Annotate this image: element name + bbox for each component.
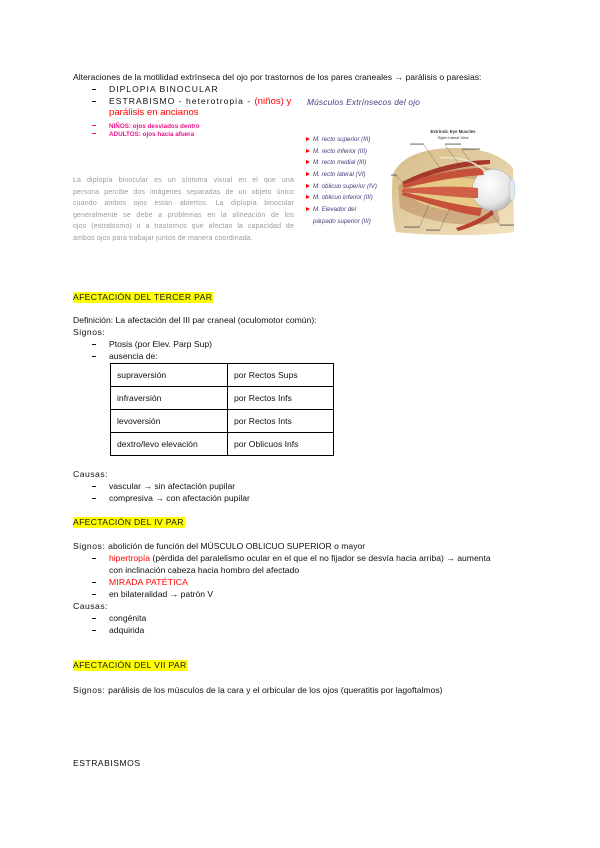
dash-bullet-icon <box>92 101 96 102</box>
diplopia-note-line: generalmente se debe a problemas en la alineación de los <box>73 211 294 219</box>
dash-bullet-icon <box>92 356 96 357</box>
hypertropia-detail: (pérdida del paralelismo ocular en el que el no fijador se desvía hacia arriba) → aumenta <box>150 553 491 563</box>
table-row <box>111 433 334 456</box>
third-nerve-causes-label: Causas: <box>73 469 109 479</box>
arrow-bullet-icon <box>306 149 310 153</box>
dash-bullet-icon <box>92 594 96 595</box>
dash-bullet-icon <box>92 486 96 487</box>
table-cell-movement: supraversión <box>111 364 228 387</box>
dash-bullet-icon <box>92 558 96 559</box>
sub-bullet-adultos <box>92 129 194 139</box>
signs-label: Signos: <box>73 685 106 695</box>
cause-text: congénita <box>108 613 147 623</box>
table-cell-muscle: por Rectos Infs <box>228 387 334 410</box>
diplopia-label: DIPLOPIA BINOCULAR <box>108 84 219 94</box>
table-row <box>111 364 334 387</box>
diplopia-note-line: cuando ambos ojos están abiertos. La diplopía binocular <box>73 200 294 207</box>
fourth-nerve-causes-label: Causas: <box>73 601 109 611</box>
diplopia-note-line: persona percibe dos imágenes separadas de un objeto único <box>73 188 294 196</box>
estrabismo-red-note-cont: parálisis en ancianos <box>109 107 199 118</box>
muscle-item-label: M. recto lateral (VI) <box>313 171 366 178</box>
eye-muscles-figure <box>390 128 516 236</box>
arrow-bullet-icon <box>306 207 310 211</box>
sign-text: ausencia de: <box>108 351 158 361</box>
dash-bullet-icon <box>92 125 96 126</box>
seventh-nerve-signs <box>73 685 443 695</box>
muscle-item <box>306 159 366 167</box>
versions-table <box>110 363 334 456</box>
figure-title: Extrinsic Eye Muscles <box>430 129 476 134</box>
arrow-bullet-icon <box>306 137 310 141</box>
muscle-item <box>306 136 370 144</box>
muscle-item-label: M. Elevador del <box>313 206 356 213</box>
table-cell-movement: dextro/levo elevación <box>111 433 228 456</box>
table-row <box>111 410 334 433</box>
diplopia-note-line: ambos ojos para trabajar juntos de manera coordinada. <box>73 234 253 242</box>
cause-text: vascular → sin afectación pupilar <box>108 481 236 491</box>
diplopia-note <box>73 175 294 244</box>
section-heading-strabismus: ESTRABISMOS <box>73 758 141 768</box>
dash-bullet-icon <box>92 344 96 345</box>
arrow-bullet-icon <box>306 195 310 199</box>
muscle-item-label: M. oblicuo superior (IV) <box>313 183 377 190</box>
fourth-nerve-cause <box>92 625 144 635</box>
sub-adultos-label: ADULTOS: ojos hacia afuera <box>108 131 195 138</box>
bullet-estrabismo <box>92 96 291 107</box>
third-nerve-sign <box>92 351 158 361</box>
section-heading-seventh-nerve: AFECTACIÓN DEL VII PAR <box>73 660 187 670</box>
third-nerve-sign <box>92 339 212 349</box>
arrow-bullet-icon <box>306 184 310 188</box>
fourth-nerve-cause <box>92 613 146 623</box>
hypertropia-term: hipertropía <box>108 553 151 563</box>
muscle-item-label: M. recto medial (III) <box>313 159 367 166</box>
muscle-item <box>306 171 366 179</box>
dash-bullet-icon <box>92 630 96 631</box>
muscle-item <box>306 194 373 202</box>
dash-bullet-icon <box>92 133 96 134</box>
signs-text: abolición de función del MÚSCULO OBLICUO SUPERIOR o mayor <box>108 541 366 551</box>
intro-heading: Alteraciones de la motilidad extrínseca del ojo por trastornos de los pares craneales → parálisis o paresias: <box>73 72 482 82</box>
muscle-item-label: M. oblicuo inferior (III) <box>313 194 373 201</box>
muscle-item <box>306 183 377 191</box>
fourth-nerve-sign <box>92 589 213 599</box>
bilateral-text: en bilateralidad → patrón V <box>108 589 214 599</box>
table-cell-muscle: por Rectos Sups <box>228 364 334 387</box>
dash-bullet-icon <box>92 582 96 583</box>
table-cell-movement: infraversión <box>111 387 228 410</box>
third-nerve-cause <box>92 493 250 503</box>
fourth-nerve-signs <box>73 541 365 551</box>
third-nerve-definition: Definición: La afectación del III par craneal (oculomotor común): <box>73 315 317 325</box>
diplopia-note-line: La diplopía binocular es un síntoma visual en el que una <box>73 177 294 184</box>
muscle-item <box>306 206 356 214</box>
dash-bullet-icon <box>92 498 96 499</box>
muscle-item <box>306 148 367 156</box>
diplopia-note-line: ojos (estrabismo) o a trastornos que afectan la capacidad de <box>73 223 294 230</box>
arrow-bullet-icon <box>306 160 310 164</box>
muscle-item-label-cont: párpado superior (III) <box>313 218 371 225</box>
signs-text: parálisis de los músculos de la cara y el orbicular de los ojos (queratitis por lagoftalmos) <box>108 685 443 695</box>
muscle-item-label: M. recto superior (III) <box>313 136 371 143</box>
estrabismo-label: ESTRABISMO <box>108 96 176 106</box>
estrabismo-red-note: (niños) y <box>254 96 292 107</box>
bullet-diplopia <box>92 84 219 94</box>
sign-text: Ptosis (por Elev. Parp Sup) <box>108 339 212 349</box>
cornea <box>509 179 515 201</box>
sub-ninos-label: NIÑOS: ojos desviados dentro <box>108 123 200 130</box>
fourth-nerve-sign <box>92 577 188 587</box>
estrabismo-detail: - heterotropia - <box>175 96 255 106</box>
section-heading-fourth-nerve: AFECTACIÓN DEL IV PAR <box>73 517 184 527</box>
muscles-title: Músculos Extrínsecos del ojo <box>307 97 421 107</box>
hypertropia-detail-cont: con inclinación cabeza hacia hombro del afectado <box>109 565 300 575</box>
section-heading-third-nerve: AFECTACIÓN DEL TERCER PAR <box>73 292 213 302</box>
figure-subtitle: Right Lateral View <box>437 136 469 140</box>
third-nerve-cause <box>92 481 235 491</box>
mirada-patetica: MIRADA PATÉTICA <box>108 577 189 587</box>
fourth-nerve-sign <box>92 553 491 563</box>
table-cell-movement: levoversión <box>111 410 228 433</box>
third-nerve-signs-label: Signos: <box>73 327 106 337</box>
muscle-item-label: M. recto inferior (III) <box>313 148 367 155</box>
cause-text: compresiva → con afectación pupilar <box>108 493 250 503</box>
table-cell-muscle: por Rectos Ints <box>228 410 334 433</box>
signs-label: Signos: <box>73 541 106 551</box>
table-row <box>111 387 334 410</box>
dash-bullet-icon <box>92 618 96 619</box>
arrow-bullet-icon <box>306 172 310 176</box>
cause-text: adquirida <box>108 625 145 635</box>
table-cell-muscle: por Oblicuos Infs <box>228 433 334 456</box>
dash-bullet-icon <box>92 89 96 90</box>
